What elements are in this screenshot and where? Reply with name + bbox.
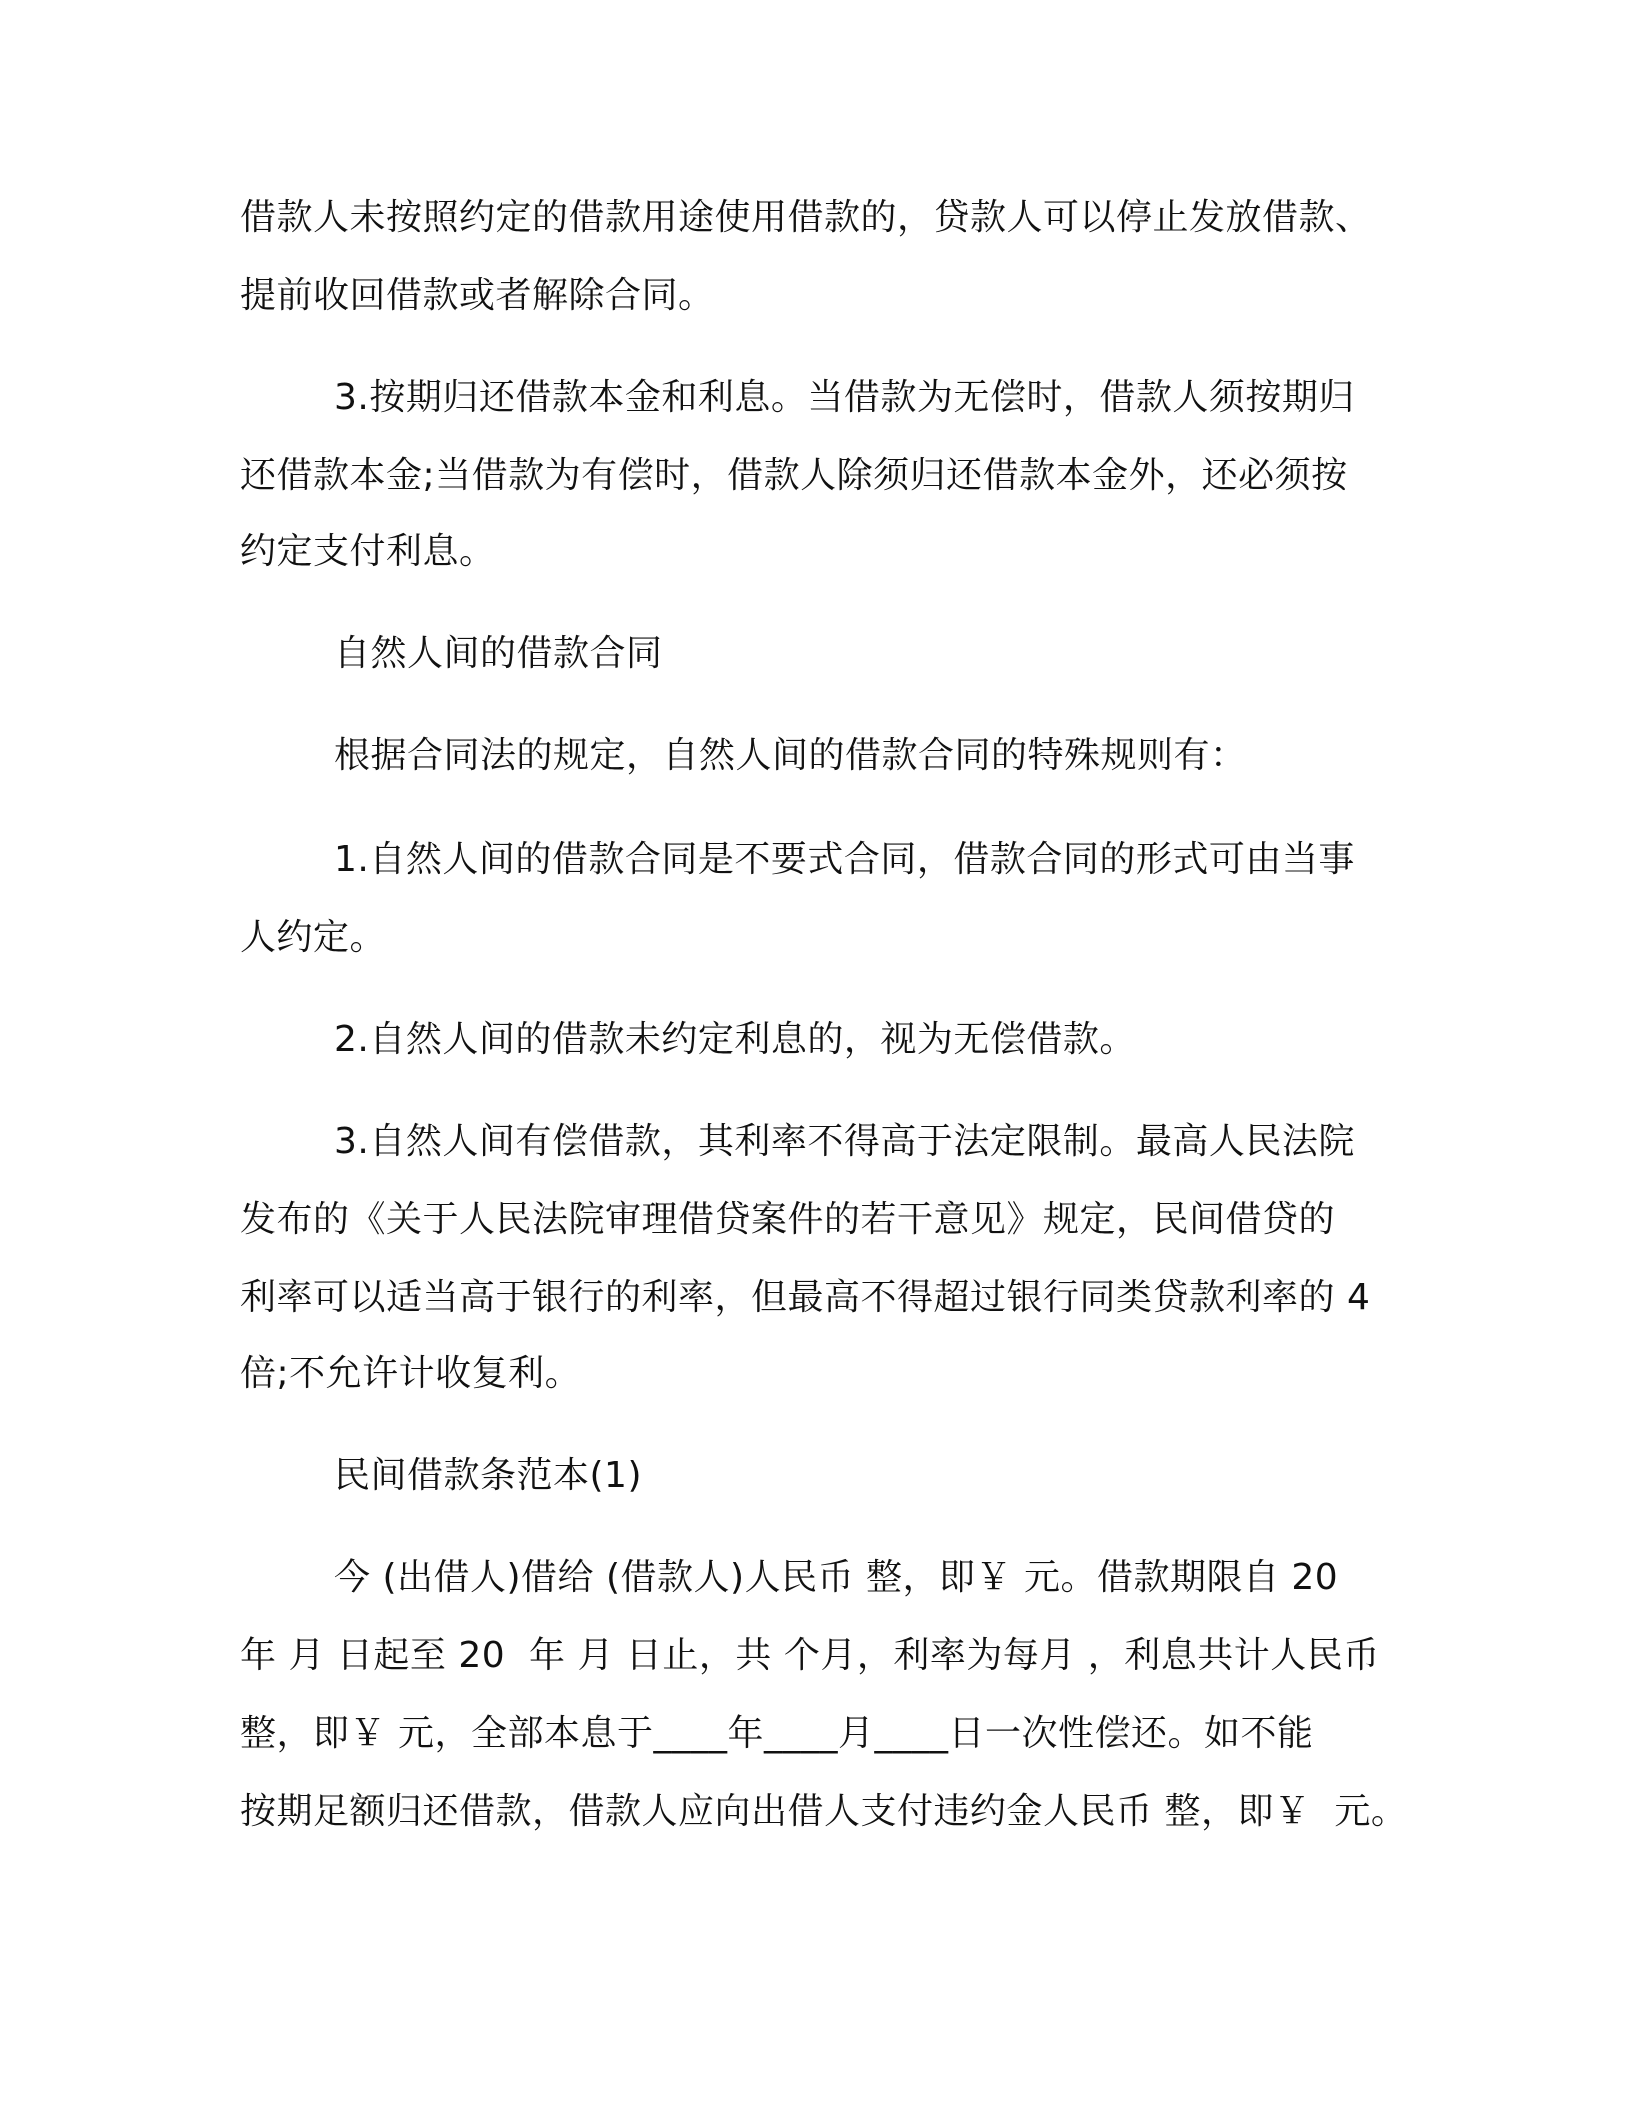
paragraph-line: 1.自然人间的借款合同是不要式合同，借款合同的形式可由当事: [334, 839, 1355, 880]
paragraph-line: 3.自然人间有偿借款，其利率不得高于法定限制。最高人民法院: [334, 1121, 1355, 1162]
paragraph-line: 发布的《关于人民法院审理借贷案件的若干意见》规定，民间借贷的: [240, 1199, 1336, 1240]
paragraph-line: 倍;不允许计收复利。: [240, 1353, 582, 1394]
paragraph-line: 按期足额归还借款，借款人应向出借人支付违约金人民币 整，即￥ 元。: [240, 1791, 1408, 1832]
paragraph-line: 提前收回借款或者解除合同。: [240, 275, 715, 316]
section-heading: 民间借款条范本(1): [334, 1455, 642, 1496]
paragraph-line: 约定支付利息。: [240, 531, 496, 572]
paragraph-line: 借款人未按照约定的借款用途使用借款的，贷款人可以停止发放借款、: [240, 197, 1372, 238]
paragraph-line: 整，即￥ 元，全部本息于____年____月____日一次性偿还。如不能: [240, 1713, 1314, 1754]
paragraph-line: 今 (出借人)借给 (借款人)人民币 整，即￥ 元。借款期限自 20: [334, 1557, 1339, 1598]
paragraph-line: 还借款本金;当借款为有偿时，借款人除须归还借款本金外，还必须按: [240, 455, 1348, 496]
section-heading: 自然人间的借款合同: [334, 633, 663, 674]
paragraph-line: 人约定。: [240, 917, 387, 958]
paragraph-line: 3.按期归还借款本金和利息。当借款为无偿时，借款人须按期归: [334, 377, 1355, 418]
paragraph-line: 根据合同法的规定，自然人间的借款合同的特殊规则有：: [334, 735, 1247, 776]
paragraph-line: 年 月 日起至 20 年 月 日止，共 个月，利率为每月 ，利息共计人民币: [240, 1635, 1380, 1676]
paragraph-line: 2.自然人间的借款未约定利息的，视为无偿借款。: [334, 1019, 1136, 1060]
paragraph-line: 利率可以适当高于银行的利率，但最高不得超过银行同类贷款利率的 4: [240, 1277, 1371, 1318]
